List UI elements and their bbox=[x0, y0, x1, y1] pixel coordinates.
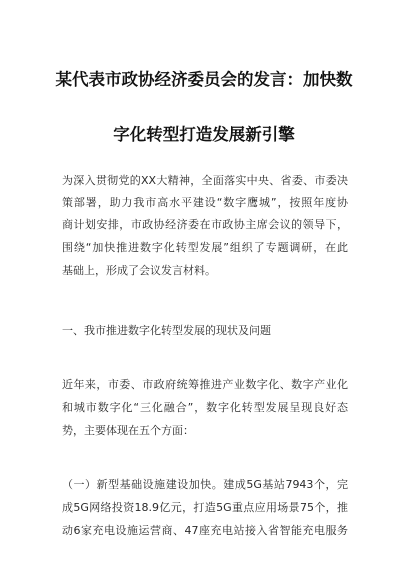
paragraph-1-line-1: 为深入贯彻党的XX大精神，全面落实中央、省委、市委决 bbox=[62, 174, 348, 187]
paragraph-1-line-5: 基础上，形成了会议发言材料。 bbox=[62, 264, 216, 277]
paragraph-3-line-2: 成5G网络投资18.9亿元，打造5G重点应用场景75个，推 bbox=[62, 501, 348, 514]
section-1-heading: 一、我市推进数字化转型发展的现状及问题 bbox=[62, 324, 271, 337]
paragraph-1-line-2: 策部署，助力我市高水平建设“数字鹰城”，按照年度协 bbox=[62, 196, 348, 209]
paragraph-3-line-3: 动6家充电设施运营商、47座充电站接入省智能充电服务 bbox=[62, 524, 348, 537]
paragraph-3-line-1: （一）新型基础设施建设加快。建成5G基站7943个，完 bbox=[62, 478, 348, 491]
document-title-line-2: 字化转型打造发展新引擎 bbox=[113, 125, 295, 144]
paragraph-2-line-1: 近年来，市委、市政府统筹推进产业数字化、数字产业化 bbox=[62, 378, 348, 391]
paragraph-1-line-4: 围绕“加快推进数字化转型发展”组织了专题调研，在此 bbox=[62, 241, 348, 254]
paragraph-2-line-3: 势，主要体现在五个方面： bbox=[62, 424, 194, 437]
paragraph-1-line-3: 商计划安排，市政协经济委在市政协主席会议的领导下， bbox=[62, 218, 348, 231]
paragraph-2-line-2: 和城市数字化“三化融合”，数字化转型发展呈现良好态 bbox=[62, 401, 348, 414]
document-title-line-1: 某代表市政协经济委员会的发言：加快数 bbox=[55, 70, 353, 89]
